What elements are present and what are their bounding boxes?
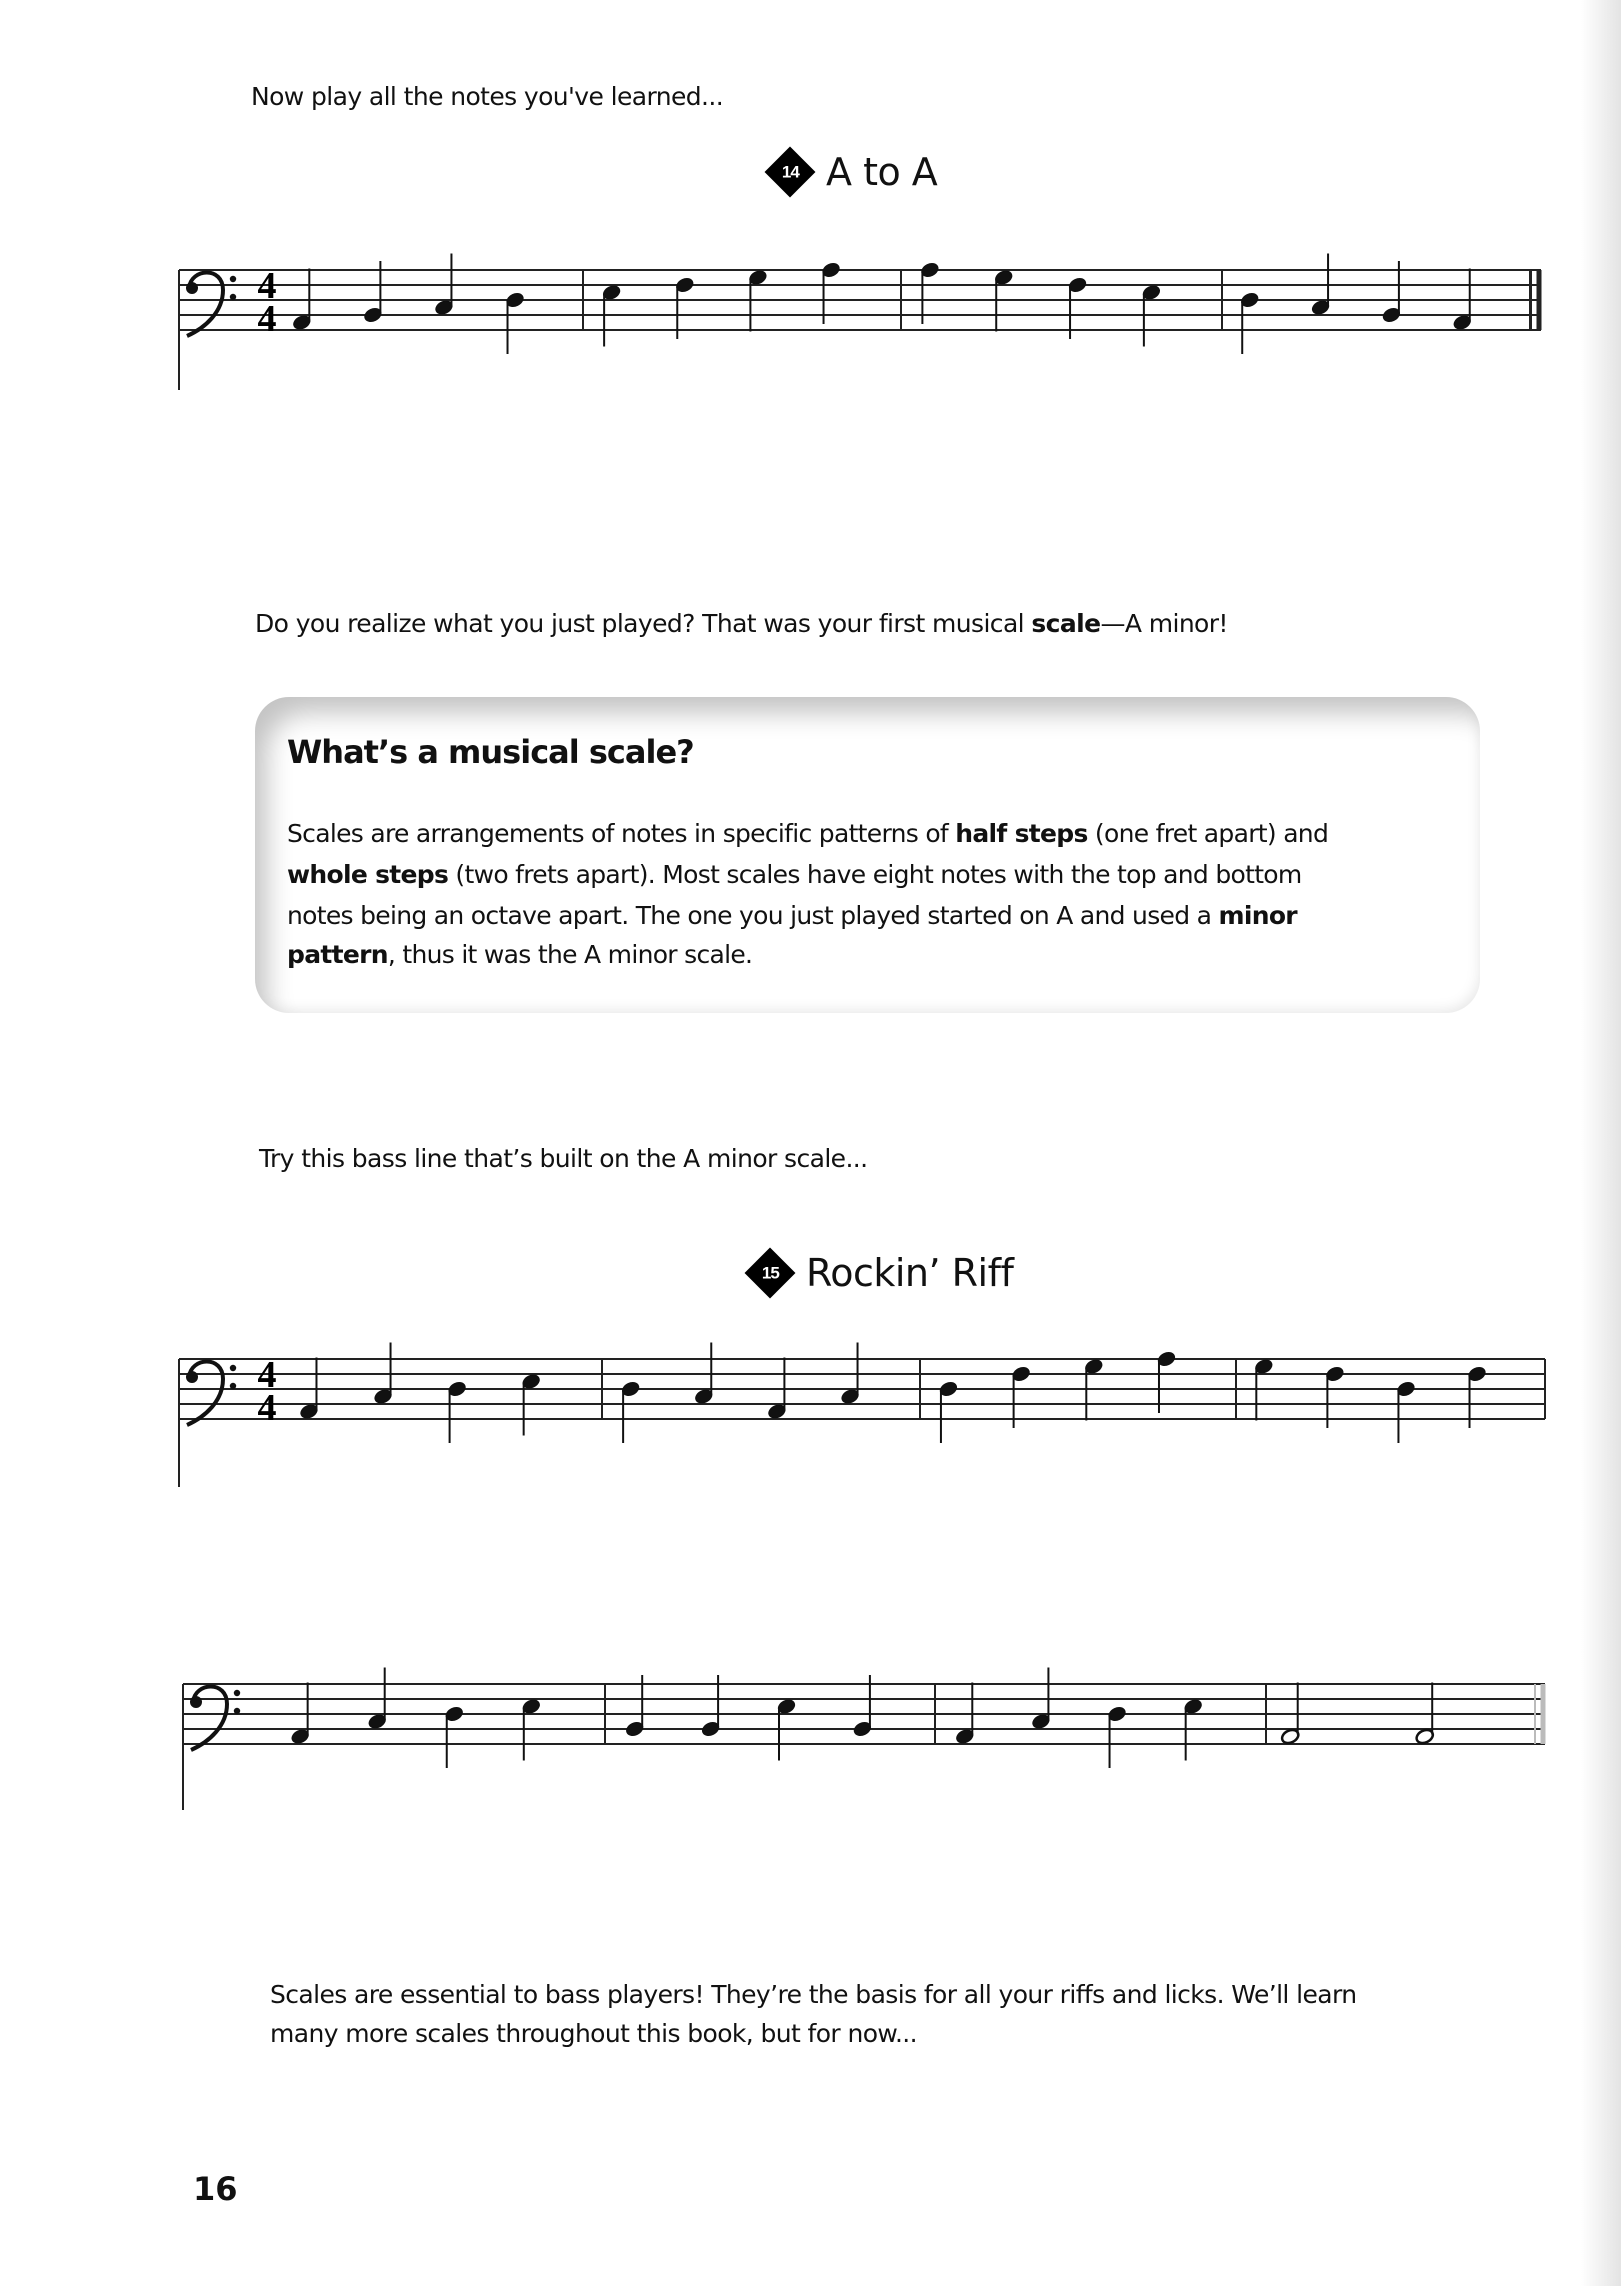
bold-term: half steps [955, 819, 1088, 848]
exercise-number: 14 [781, 161, 799, 181]
closing-text-line: many more scales throughout this book, but for now... [270, 2019, 917, 2048]
bass-clef-icon [186, 282, 198, 294]
exercise-title: Rockin’ Riff [806, 1251, 1014, 1295]
time-signature-top: 4 [257, 1354, 277, 1396]
exercise-title: A to A [826, 150, 938, 194]
bass-clef-dot [234, 1690, 240, 1696]
bass-clef-icon [186, 1371, 198, 1383]
bass-clef-dot [234, 1708, 240, 1714]
time-signature-bottom: 4 [257, 298, 277, 340]
text-segment: (one fret apart) and [1087, 819, 1329, 848]
try-text: Try this bass line that’s built on the A minor scale... [259, 1144, 868, 1173]
exercise-number: 15 [761, 1262, 779, 1282]
realize-text-bold: scale [1031, 609, 1101, 638]
time-signature-top: 4 [257, 265, 277, 307]
bass-clef-dot [230, 276, 236, 282]
intro-text: Now play all the notes you've learned... [251, 82, 724, 111]
realize-text-part: Do you realize what you just played? That was your first musical [255, 609, 1032, 638]
text-segment: , thus it was the A minor scale. [387, 940, 753, 969]
bold-term: pattern [287, 940, 388, 969]
bass-clef-dot [230, 294, 236, 300]
closing-text-line: Scales are essential to bass players! They’re the basis for all your riffs and licks. We’ll learn [270, 1980, 1357, 2009]
time-signature-bottom: 4 [257, 1387, 277, 1429]
text-segment: notes being an octave apart. The one you just played started on A and used a [287, 901, 1219, 930]
bold-term: minor [1218, 901, 1297, 930]
text-segment: Scales are arrangements of notes in specific patterns of [287, 819, 956, 848]
bass-clef-dot [230, 1365, 236, 1371]
bass-clef-dot [230, 1383, 236, 1389]
bold-term: whole steps [287, 860, 449, 889]
sidebar-box-heading: What’s a musical scale? [287, 733, 694, 771]
page-number: 16 [193, 2170, 238, 2208]
realize-text-part: —A minor! [1100, 609, 1228, 638]
bass-clef-icon [190, 1696, 202, 1708]
text-segment: (two frets apart). Most scales have eight notes with the top and bottom [448, 860, 1302, 889]
